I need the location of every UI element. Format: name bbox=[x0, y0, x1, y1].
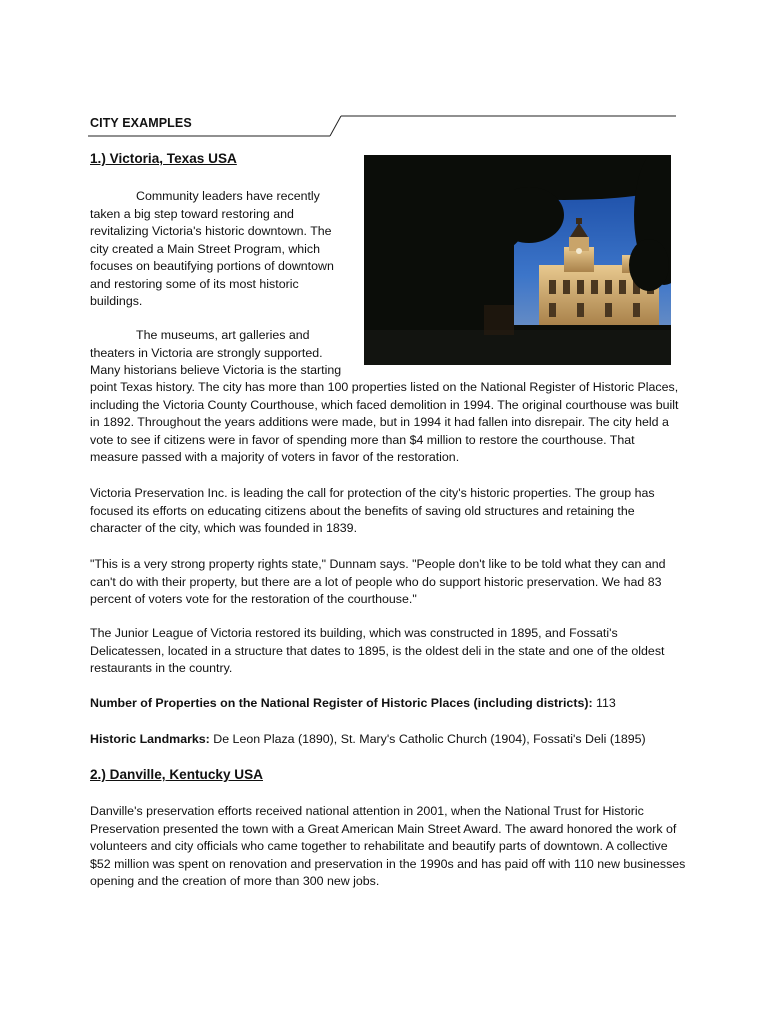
landmarks-value: De Leon Plaza (1890), St. Mary's Catholic Church (1904), Fossati's Deli (1895) bbox=[213, 732, 646, 746]
danville-paragraph-1: Danville's preservation efforts received national attention in 2001, when the National Trust for Historic Preservation presented the town with a Great American Main Street Award. The award honored the work of volunteers and city officials who came together to rehabilitate and beautify parts of downtown. A collective $52 million was spent on renovation and preservation in the 1990s and has paid off with 110 new businesses opening and the creation of more than 300 new jobs. bbox=[90, 804, 686, 888]
courthouse-photo bbox=[364, 155, 671, 365]
danville-heading: 2.) Danville, Kentucky USA bbox=[90, 767, 263, 782]
properties-value: 113 bbox=[596, 696, 616, 710]
victoria-paragraph-4: "This is a very strong property rights state," Dunnam says. "People don't like to be told what they can and can't do with their property, but there are a lot of people who do support historic preservation. We had 83 percent of voters vote for the restoration of the courthouse." bbox=[90, 557, 666, 606]
victoria-paragraph-2-top: The museums, art galleries and theaters in Victoria are strongly supported. Many historians believe Victoria is the starting bbox=[90, 328, 342, 377]
victoria-paragraph-5: The Junior League of Victoria restored its building, which was constructed in 1895, and Fossati's Delicatessen, located in a structure that dates to 1895, is the oldest deli in the state and one of the oldest restaurants in the country. bbox=[90, 626, 665, 675]
properties-label: Number of Properties on the National Register of Historic Places (including districts): bbox=[90, 696, 593, 710]
victoria-paragraph-3: Victoria Preservation Inc. is leading the call for protection of the city's historic properties. The group has focused its efforts on educating citizens about the benefits of saving old structures and retaining the character of the city, which was founded in 1839. bbox=[90, 486, 655, 535]
victoria-landmarks-line bbox=[90, 731, 686, 749]
victoria-properties-line bbox=[90, 695, 686, 713]
section-title: CITY EXAMPLES bbox=[90, 116, 192, 130]
victoria-heading: 1.) Victoria, Texas USA bbox=[90, 151, 237, 166]
victoria-paragraph-2-bottom: point Texas history. The city has more than 100 properties listed on the National Register of Historic Places, including the Victoria County Courthouse, which faced demolition in 1994. The original courthouse was built in 1892. Throughout the years additions were made, but in 1994 it had fallen into disrepair. The city held a vote to see if citizens were in favor of spending more than $4 million to restore the courthouse. That measure passed with a majority of voters in favor of the restoration. bbox=[90, 380, 679, 464]
landmarks-label: Historic Landmarks: bbox=[90, 732, 210, 746]
victoria-paragraph-1: Community leaders have recently taken a big step toward restoring and revitalizing Victoria's historic downtown. The city created a Main Street Program, which focuses on beautifying portions of downtown and restoring some of its most historic buildings. bbox=[90, 189, 334, 308]
